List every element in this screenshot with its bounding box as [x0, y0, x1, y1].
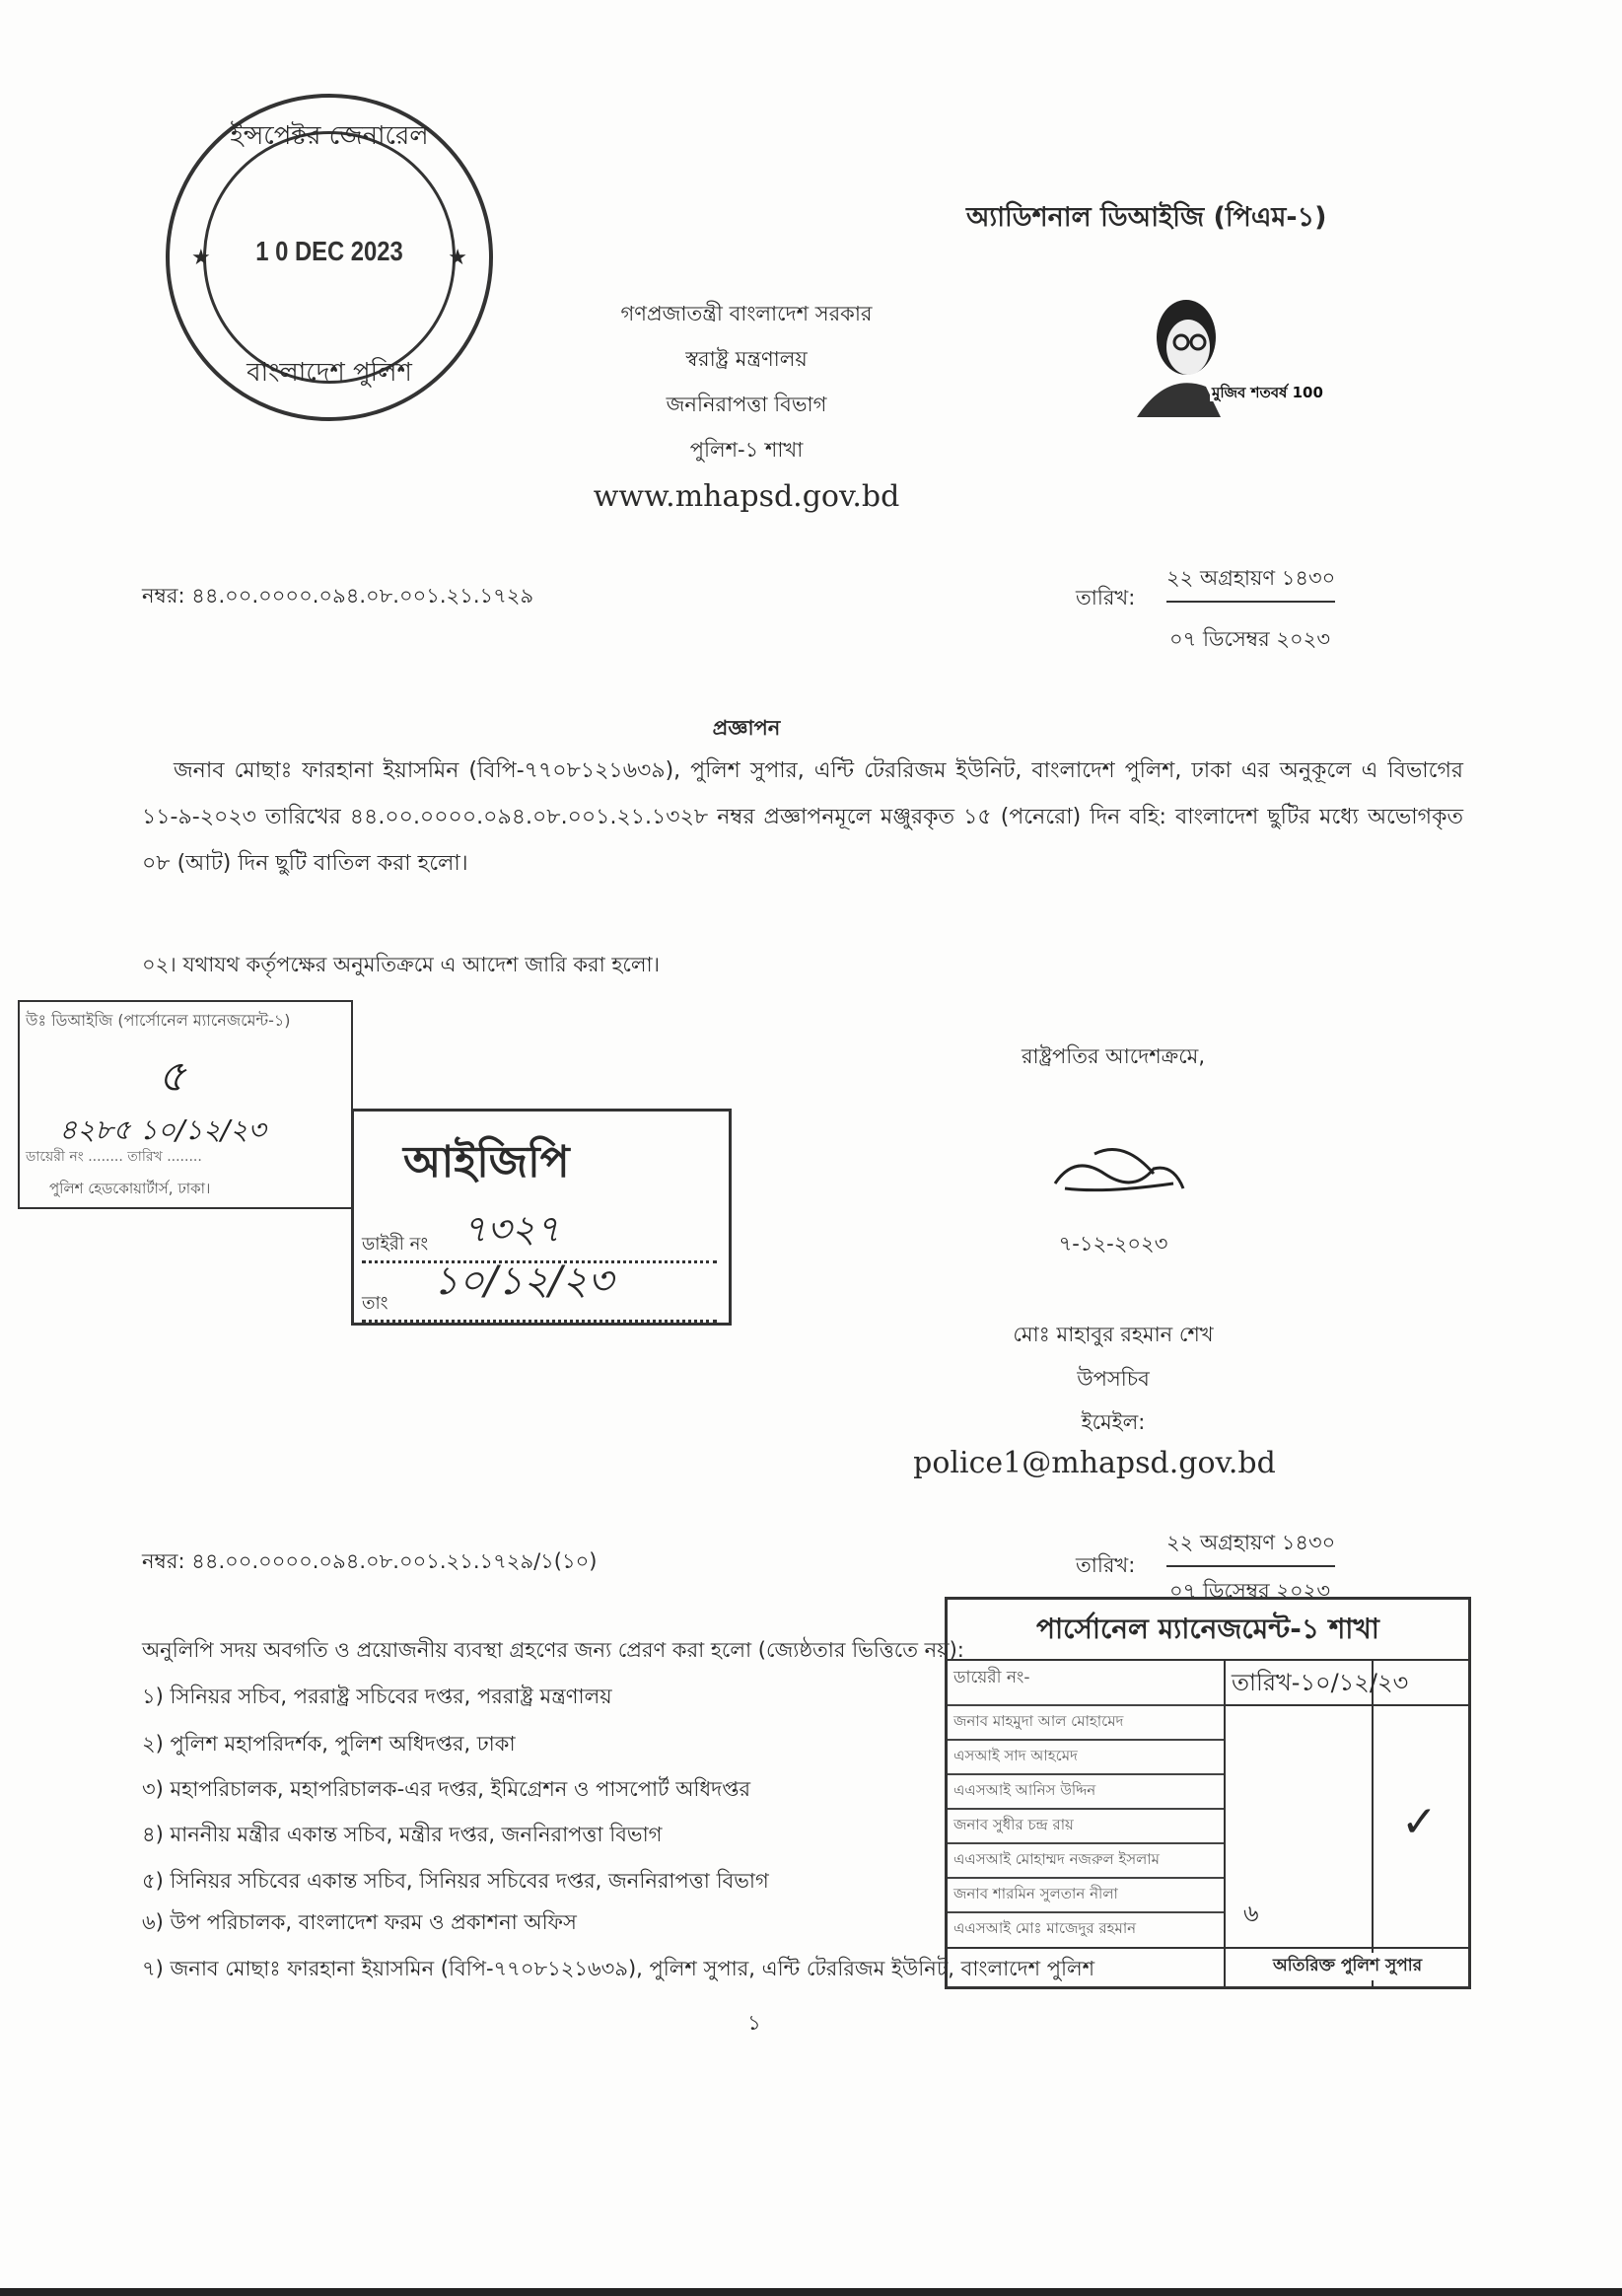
- page-number: ১: [747, 2011, 761, 2035]
- date-label: তারিখ:: [1076, 586, 1136, 610]
- notification-body: জনাব মোছাঃ ফারহানা ইয়াসমিন (বিপি-৭৭০৮১২১৬৩৯), পুলিশ সুপার, এন্টি টেররিজম ইউনিট, বাংলাদেশ পুলিশ, ঢাকা এর অনুকূলে এ বিভাগের ১১-৯-২০২৩ তারিখের ৪৪.০০.০০০০.০৯৪.০৮.০০১.২১.১৩২৮ নম্বর প্রজ্ঞাপনমূলে মঞ্জুরকৃত ১৫ (পনেরো) দিন বহি: বাংলাদেশ ছুটির মধ্যে অভোগকৃত ০৮ (আট) দিন ছুটি বাতিল করা হলো।: [142, 758, 1463, 876]
- stamp-date: 1 0 DEC 2023: [255, 236, 403, 266]
- notification-clause-2: ০২। যথাযথ কর্তৃপক্ষের অনুমতিক্রমে এ আদেশ জারি করা হলো।: [142, 953, 661, 976]
- received-round-stamp: [166, 94, 493, 421]
- logo-text: মুজিব শতবর্ষ 100: [1212, 384, 1323, 401]
- stamp-name: জনাব সুধীর চন্দ্র রায়: [948, 1808, 1224, 1842]
- email-address[interactable]: police1@mhapsd.gov.bd: [913, 1446, 1276, 1480]
- recipient-item: ৫) সিনিয়র সচিবের একান্ত সচিব, সিনিয়র সচিবের দপ্তর, জননিরাপত্তা বিভাগ: [142, 1869, 769, 1893]
- notification-title: প্রজ্ঞাপন: [712, 716, 781, 740]
- stamp-title: আইজিপি: [403, 1137, 570, 1187]
- handwritten-diary: ৪২৮৫ ১০/১২/২৩: [59, 1113, 266, 1146]
- star-icon: ★: [448, 246, 467, 270]
- website: www.mhapsd.gov.bd: [593, 479, 900, 514]
- pm-branch-stamp: [945, 1597, 1471, 1989]
- date-bangla: ২২ অগ্রহায়ণ ১৪৩০: [1166, 562, 1335, 603]
- mujib-logo: [1127, 293, 1323, 417]
- stamp-date: তারিখ-১০/১২/২৩: [1232, 1669, 1409, 1696]
- stamp-title: উঃ ডিআইজি (পার্সোনেল ম্যানেজমেন্ট-১): [26, 1011, 291, 1030]
- handwritten-addressee: অ্যাডিশনাল ডিআইজি (পিএম-১): [966, 202, 1327, 233]
- date-english: ০৭ ডিসেম্বর ২০২৩: [1169, 627, 1330, 651]
- recipient-item: ১) সিনিয়র সচিব, পররাষ্ট্র সচিবের দপ্তর, পররাষ্ট্র মন্ত্রণালয়: [142, 1685, 612, 1708]
- stamp-office: পুলিশ হেডকোয়ার্টার্স, ঢাকা।: [49, 1180, 211, 1197]
- email-label: ইমেইল:: [1081, 1410, 1146, 1434]
- stamp-name: এএসআই মোহাম্মদ নজরুল ইসলাম: [948, 1842, 1224, 1877]
- date-label: তারিখ:: [1076, 1553, 1136, 1577]
- stamp-title: পার্সোনেল ম্যানেজমেন্ট-১ শাখা: [1036, 1608, 1379, 1654]
- stamp-label: ডায়েরী নং-: [953, 1668, 1030, 1687]
- header-line: পুলিশ-১ শাখা: [689, 438, 804, 462]
- memo-number: নম্বর: ৪৪.০০.০০০০.০৯৪.০৮.০০১.২১.১৭২৯: [142, 584, 534, 608]
- recipient-item: ২) পুলিশ মহাপরিদর্শক, পুলিশ অধিদপ্তর, ঢাকা: [142, 1732, 516, 1756]
- date-english: ০৭ ডিসেম্বর ২০২৩: [1169, 1579, 1330, 1603]
- scan-edge: [0, 2288, 1622, 2296]
- signature-date: ৭-১২-২০২৩: [1058, 1232, 1168, 1256]
- stamp-label: তাং: [362, 1289, 717, 1323]
- stamp-name: এএসআই মোঃ মাজেদুর রহমান: [948, 1911, 1224, 1946]
- signature: [1045, 1144, 1193, 1207]
- stamp-bottom-text: বাংলাদেশ পুলিশ: [247, 358, 412, 388]
- order-line: রাষ্ট্রপতির আদেশক্রমে,: [1022, 1044, 1205, 1068]
- recipient-item: ৪) মাননীয় মন্ত্রীর একান্ত সচিব, মন্ত্রীর দপ্তর, জননিরাপত্তা বিভাগ: [142, 1823, 663, 1846]
- header-line: গণপ্রজাতন্ত্রী বাংলাদেশ সরকার: [620, 302, 873, 325]
- stamp-top-text: ইন্সপেক্টর জেনারেল: [230, 121, 429, 151]
- handwritten-mark: ৫: [158, 1051, 186, 1102]
- stamp-name: জনাব শারমিন সুলতান নীলা: [948, 1877, 1224, 1911]
- star-icon: ★: [191, 246, 211, 270]
- memo-number: নম্বর: ৪৪.০০.০০০০.০৯৪.০৮.০০১.২১.১৭২৯/১(১০): [142, 1549, 598, 1573]
- recipient-item: ৭) জনাব মোছাঃ ফারহানা ইয়াসমিন (বিপি-৭৭০৮১২১৬৩৯), পুলিশ সুপার, এন্টি টেররিজম ইউনিট, বাংলাদেশ পুলিশ: [142, 1957, 1095, 1980]
- stamp-name: জনাব মাহমুদা আল মোহামেদ: [948, 1704, 1224, 1739]
- copy-intro: অনুলিপি সদয় অবগতি ও প্রয়োজনীয় ব্যবস্থা গ্রহণের জন্য প্রেরণ করা হলো (জ্যেষ্ঠতার ভিত্তিতে নয়):: [142, 1638, 964, 1662]
- signatory-name: মোঃ মাহাবুর রহমান শেখ: [1013, 1323, 1214, 1346]
- signatory-designation: উপসচিব: [1077, 1367, 1150, 1391]
- stamp-label: ডাইরী নং: [362, 1230, 717, 1263]
- stamp-name: এএসআই আনিস উদ্দিন: [948, 1773, 1224, 1808]
- handwritten-date: ১০/১২/২৩: [433, 1258, 613, 1304]
- header-line: জননিরাপত্তা বিভাগ: [666, 393, 827, 416]
- igp-stamp: [351, 1109, 732, 1326]
- recipient-item: ৬) উপ পরিচালক, বাংলাদেশ ফরম ও প্রকাশনা অফিস: [142, 1910, 577, 1934]
- handwritten-diary-no: ৭৩২৭: [462, 1207, 560, 1251]
- dig-office-stamp: [18, 1000, 353, 1209]
- date-bangla: ২২ অগ্রহায়ণ ১৪৩০: [1166, 1527, 1335, 1567]
- handwritten-mark: ৬: [1243, 1900, 1259, 1927]
- check-mark-icon: ✓: [1401, 1797, 1438, 1847]
- stamp-label: ডায়েরী নং ........ তারিখ ........: [26, 1149, 202, 1165]
- recipient-item: ৩) মহাপরিচালক, মহাপরিচালক-এর দপ্তর, ইমিগ্রেশন ও পাসপোর্ট অধিদপ্তর: [142, 1777, 751, 1801]
- header-line: স্বরাষ্ট্র মন্ত্রণালয়: [685, 347, 808, 371]
- stamp-name: এসআই সাদ আহমেদ: [948, 1739, 1224, 1773]
- stamp-footer: অতিরিক্ত পুলিশ সুপার: [1273, 1953, 1422, 1980]
